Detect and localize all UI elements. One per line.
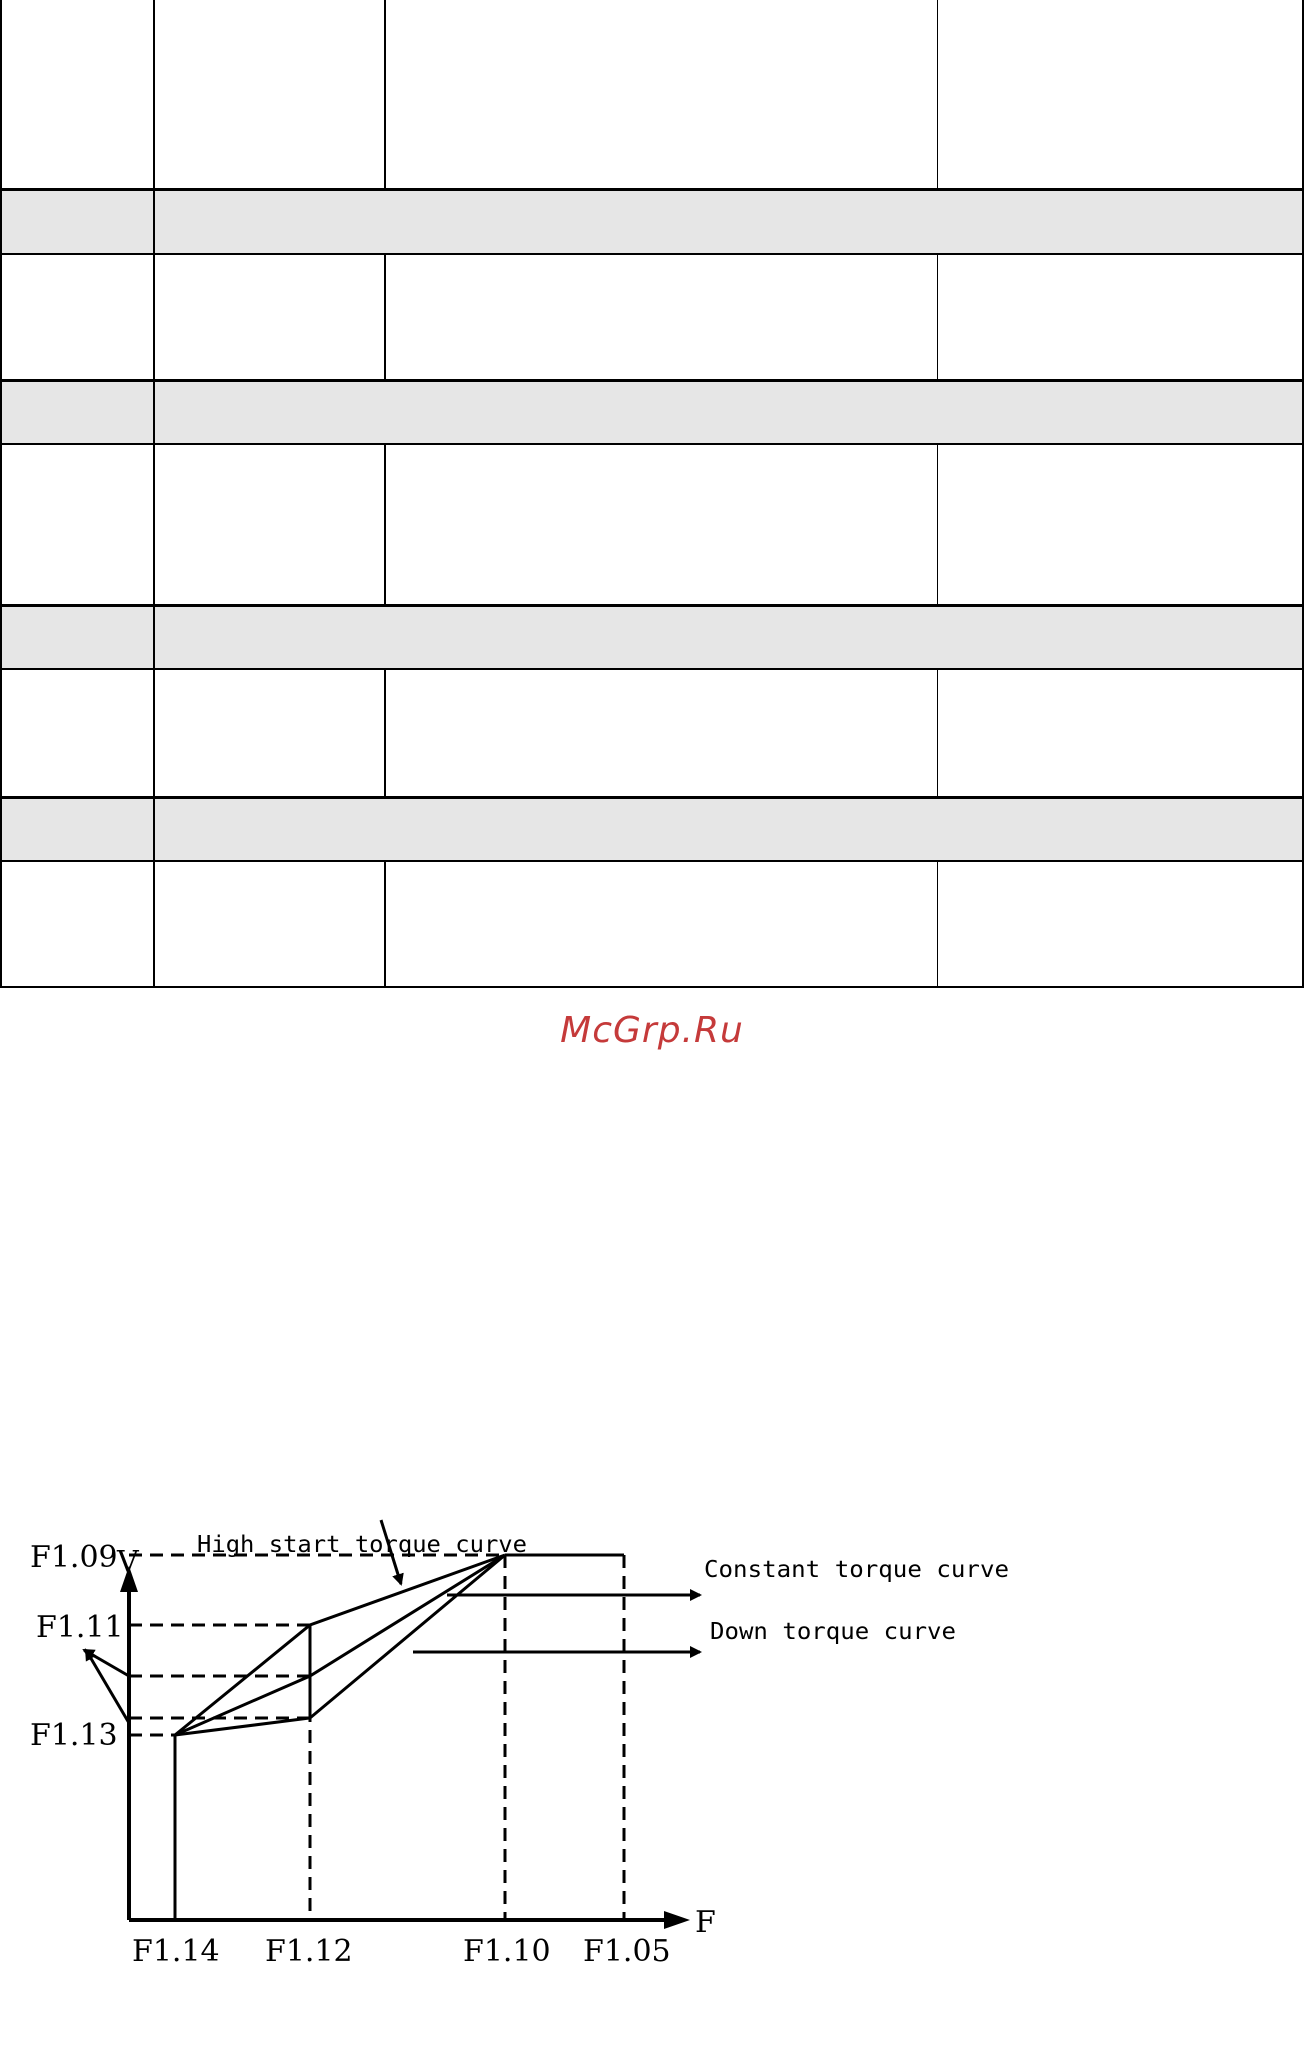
table-rule <box>937 669 938 797</box>
table-rule <box>384 444 386 605</box>
table-rule <box>937 444 938 605</box>
label-f111: F1.11 <box>36 1610 124 1645</box>
f111-pointer-arrow-1 <box>86 1650 129 1723</box>
label-f113: F1.13 <box>30 1718 118 1753</box>
table-rule <box>0 668 1304 670</box>
label-f109: F1.09 <box>30 1540 118 1575</box>
group-header-row <box>2 191 154 253</box>
group-header-row <box>2 798 1303 860</box>
table-rule <box>0 188 1304 191</box>
label-f112: F1.12 <box>265 1934 353 1969</box>
f111-pointer-arrow-2 <box>84 1650 129 1676</box>
label-constant-torque-curve: Constant torque curve <box>704 1557 1009 1583</box>
parameter-table <box>0 0 1304 988</box>
label-f110: F1.10 <box>463 1934 551 1969</box>
table-rule <box>937 861 938 987</box>
table-rule <box>937 0 938 189</box>
vf-curve-diagram <box>0 1500 1304 2020</box>
group-header-row <box>2 606 1303 668</box>
table-rule <box>0 796 1304 799</box>
table-rule <box>384 669 386 797</box>
label-down-torque-curve: Down torque curve <box>710 1619 956 1645</box>
table-rule <box>153 0 155 988</box>
high-start-torque-curve <box>175 1555 505 1735</box>
table-rule <box>0 253 1304 255</box>
group-header-row <box>154 191 1303 253</box>
watermark-text: McGrp.Ru <box>560 1010 744 1051</box>
v-axis-label: V <box>117 1545 139 1580</box>
table-rule <box>384 0 386 189</box>
table-rule <box>0 0 2 988</box>
group-header-row <box>2 381 1303 443</box>
table-rule <box>0 379 1304 382</box>
table-rule <box>937 254 938 380</box>
down-torque-curve <box>175 1555 505 1735</box>
table-rule <box>0 986 1304 988</box>
dashed-guides <box>129 1555 624 1920</box>
label-f114: F1.14 <box>132 1934 220 1969</box>
table-rule <box>384 861 386 987</box>
table-rule <box>0 604 1304 607</box>
label-high-start-torque-curve: High start torque curve <box>197 1532 527 1558</box>
vf-curve-svg <box>0 1500 1304 2020</box>
label-f105: F1.05 <box>583 1934 671 1969</box>
table-rule <box>0 860 1304 862</box>
table-rule <box>0 443 1304 445</box>
table-rule <box>384 254 386 380</box>
f-axis-label: F <box>695 1905 716 1940</box>
constant-torque-curve <box>175 1555 505 1735</box>
f-axis-arrow <box>664 1911 690 1929</box>
